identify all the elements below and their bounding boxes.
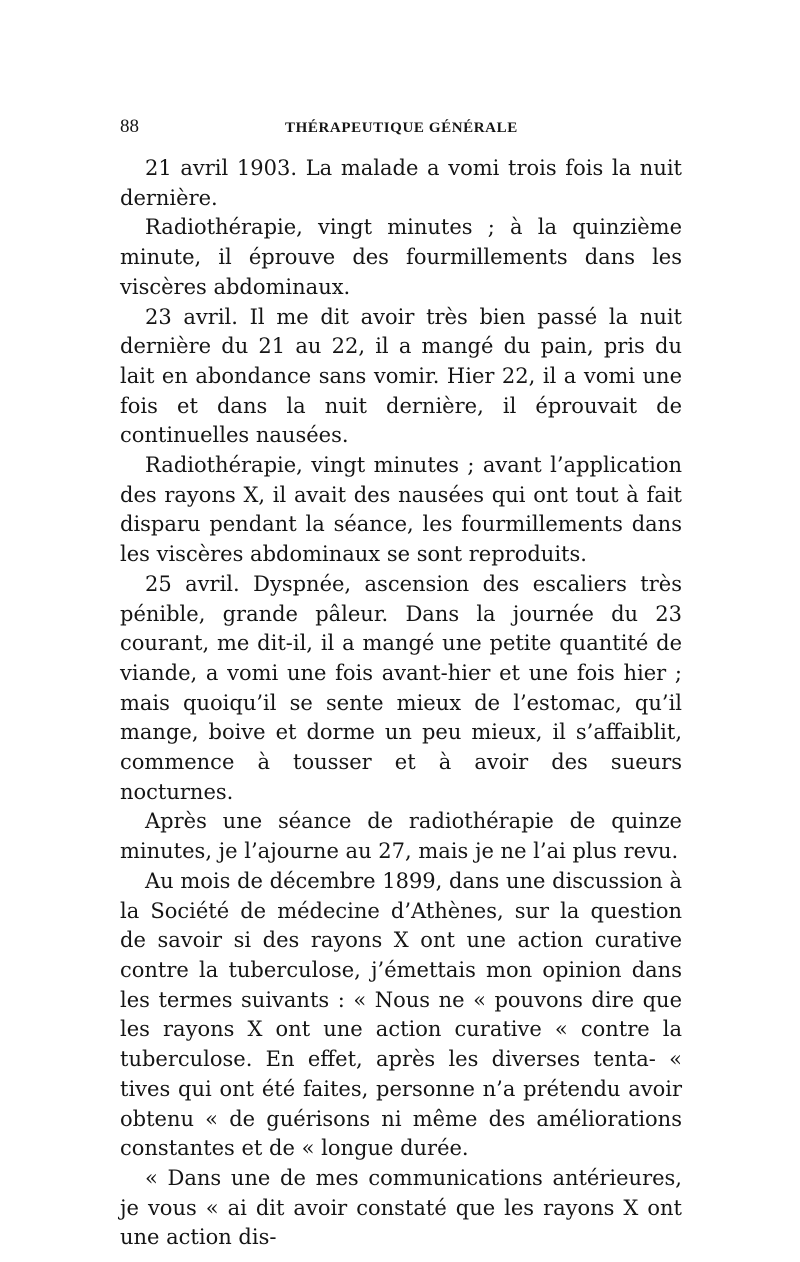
paragraph-radiotherapy-1: Radiothérapie, vingt minutes ; à la quinzième minute, il éprouve des fourmillements dans les viscères abdominaux. bbox=[120, 215, 682, 299]
paragraph-april-21: 21 avril 1903. La malade a vomi trois fois la nuit dernière. bbox=[120, 156, 682, 210]
paragraph-discussion: Au mois de décembre 1899, dans une discussion à la Société de médecine d’Athènes, sur la question de savoir si des rayons X ont une action curative contre la tuberculose, j’émettais mon opinion dans les termes suivants : « Nous ne « pouvons dire que les rayons X ont une action curative « contre la tuberculose. En effet, après les diverses tenta- « tives qui ont été faites, personne n’a prétendu avoir obtenu « de guérisons ni même des améliorations constantes et de « longue durée. bbox=[120, 868, 682, 1161]
paragraph-session: Après une séance de radiothérapie de quinze minutes, je l’ajourne au 27, mais je ne l’ai plus revu. bbox=[120, 809, 682, 864]
paragraph-quote: « Dans une de mes communications antérieures, je vous « ai dit avoir constaté que les rayons X ont une action dis- bbox=[120, 1165, 682, 1250]
paragraph-april-23: 23 avril. Il me dit avoir très bien passé la nuit dernière du 21 au 22, il a mangé du pain, pris du lait en abondance sans vomir. Hier 22, il a vomi une fois et dans la nuit dernière, il éprouvait de continuelles nausées. bbox=[120, 304, 682, 448]
page-number: 88 bbox=[120, 116, 139, 137]
running-title: THÉRAPEUTIQUE GÉNÉRALE bbox=[285, 120, 518, 136]
paragraph-radiotherapy-2: Radiothérapie, vingt minutes ; avant l’application des rayons X, il avait des nausées qui ont tout à fait disparu pendant la séance, les fourmillements dans les viscères abdominaux se sont reproduits. bbox=[120, 453, 682, 567]
page-header bbox=[120, 116, 700, 142]
body-text bbox=[120, 154, 682, 1253]
paragraph-april-25: 25 avril. Dyspnée, ascension des escaliers très pénible, grande pâleur. Dans la journée du 23 courant, me dit-il, il a mangé une petite quantité de viande, a vomi une fois avant-hier et une fois hier ; mais quoiqu’il se sente mieux de l’estomac, qu’il mange, boive et dorme un peu mieux, il s’affaiblit, commence à tousser et à avoir des sueurs nocturnes. bbox=[120, 571, 682, 804]
